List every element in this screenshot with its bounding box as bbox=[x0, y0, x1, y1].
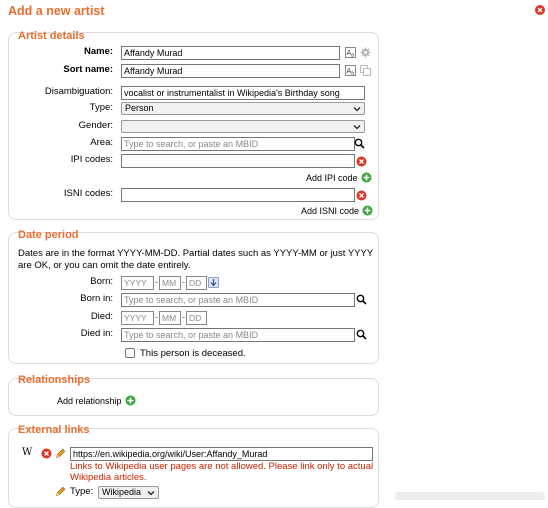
isni-codes-label: ISNI codes: bbox=[63, 188, 113, 199]
remove-icon[interactable] bbox=[356, 190, 367, 201]
external-link-url-field[interactable]: https://en.wikipedia.org/wiki/User:Affandy_Murad bbox=[70, 447, 373, 461]
gender-select[interactable] bbox=[121, 120, 365, 133]
died-in-label: Died in: bbox=[80, 328, 113, 339]
add-ipi-code-button[interactable] bbox=[306, 172, 358, 184]
arrow-down-icon[interactable] bbox=[208, 277, 219, 288]
close-icon[interactable] bbox=[535, 5, 545, 15]
ipi-code-input[interactable] bbox=[121, 154, 355, 168]
pencil-icon[interactable] bbox=[55, 448, 66, 459]
died-in-search-input[interactable]: Type to search, or paste an MBID bbox=[121, 328, 355, 342]
relationships-title: Relationships bbox=[18, 374, 91, 386]
artist-details-panel bbox=[8, 32, 379, 220]
type-label: Type: bbox=[89, 102, 113, 113]
remove-icon[interactable] bbox=[356, 156, 367, 167]
gear-icon[interactable] bbox=[360, 47, 371, 58]
external-link-error: Links to Wikipedia user pages are not allowed. Please link only to actual Wikipedia articles. bbox=[70, 461, 374, 483]
pencil-icon[interactable] bbox=[55, 486, 66, 497]
deceased-label: This person is deceased. bbox=[140, 348, 246, 359]
born-day-input[interactable]: DD bbox=[186, 276, 207, 290]
copy-icon[interactable] bbox=[360, 65, 371, 76]
date-separator: - bbox=[155, 312, 158, 322]
remove-icon[interactable] bbox=[41, 448, 52, 459]
area-label: Area: bbox=[90, 137, 113, 148]
chevron-down-icon bbox=[147, 489, 155, 497]
sort-name-field[interactable]: Affandy Murad bbox=[121, 64, 340, 78]
born-in-search-input[interactable]: Type to search, or paste an MBID bbox=[121, 293, 355, 307]
wikipedia-icon: W bbox=[22, 447, 33, 458]
search-icon[interactable] bbox=[354, 138, 365, 149]
died-month-input[interactable]: MM bbox=[159, 311, 181, 325]
gender-label: Gender: bbox=[78, 120, 113, 131]
died-label: Died: bbox=[90, 311, 113, 322]
date-separator: - bbox=[182, 277, 185, 287]
svg-text:A: A bbox=[346, 67, 352, 75]
born-label: Born: bbox=[90, 276, 113, 287]
add-relationship-label: Add relationship bbox=[57, 396, 122, 406]
add-ipi-code-label: Add IPI code bbox=[306, 173, 358, 183]
plus-icon bbox=[362, 205, 373, 216]
name-label: Name: bbox=[83, 46, 113, 57]
born-in-label: Born in: bbox=[80, 293, 113, 304]
search-icon[interactable] bbox=[356, 329, 367, 340]
relationships-panel bbox=[8, 374, 379, 416]
add-isni-code-label: Add ISNI code bbox=[301, 206, 360, 216]
born-year-input[interactable]: YYYY bbox=[121, 276, 154, 290]
bottom-edge-bar bbox=[395, 492, 545, 500]
add-relationship-button[interactable] bbox=[57, 395, 122, 407]
isni-code-input[interactable] bbox=[121, 188, 355, 202]
died-day-input[interactable]: DD bbox=[186, 311, 207, 325]
ipi-codes-label: IPI codes: bbox=[70, 154, 113, 165]
date-separator: - bbox=[182, 312, 185, 322]
dialog-title: Add a new artist bbox=[8, 4, 105, 18]
guess-case-icon[interactable] bbox=[345, 65, 356, 76]
deceased-checkbox[interactable] bbox=[125, 348, 135, 358]
name-field[interactable]: Affandy Murad bbox=[121, 46, 340, 60]
svg-text:a: a bbox=[351, 52, 355, 58]
external-links-title: External links bbox=[18, 424, 90, 436]
area-search-input[interactable]: Type to search, or paste an MBID bbox=[121, 137, 355, 151]
add-isni-code-button[interactable] bbox=[301, 205, 359, 217]
svg-text:A: A bbox=[346, 49, 352, 57]
guess-case-icon[interactable] bbox=[345, 47, 356, 58]
date-format-info: Dates are in the format YYYY-MM-DD. Partial dates such as YYYY-MM or just YYYY are OK, or you can omit the date entirely. bbox=[18, 248, 373, 271]
link-type-select[interactable] bbox=[98, 486, 159, 499]
plus-icon bbox=[361, 172, 372, 183]
link-type-value: Wikipedia bbox=[102, 487, 142, 497]
external-links-panel bbox=[8, 424, 379, 508]
artist-details-title: Artist details bbox=[18, 30, 85, 42]
date-period-panel bbox=[8, 229, 379, 364]
chevron-down-icon bbox=[353, 105, 361, 113]
date-period-title: Date period bbox=[18, 229, 79, 241]
search-icon[interactable] bbox=[356, 294, 367, 305]
disambiguation-label: Disambiguation: bbox=[44, 86, 113, 97]
disambiguation-field[interactable]: vocalist or instrumentalist in Wikipedia's Birthday song bbox=[121, 86, 365, 100]
chevron-down-icon bbox=[353, 123, 361, 131]
sort-name-label: Sort name: bbox=[63, 64, 113, 75]
born-month-input[interactable]: MM bbox=[159, 276, 181, 290]
plus-icon bbox=[125, 395, 136, 406]
type-select[interactable] bbox=[121, 102, 365, 115]
died-year-input[interactable]: YYYY bbox=[121, 311, 154, 325]
date-separator: - bbox=[155, 277, 158, 287]
svg-text:a: a bbox=[351, 70, 355, 76]
type-select-value: Person bbox=[125, 103, 154, 113]
link-type-label: Type: bbox=[70, 486, 94, 497]
